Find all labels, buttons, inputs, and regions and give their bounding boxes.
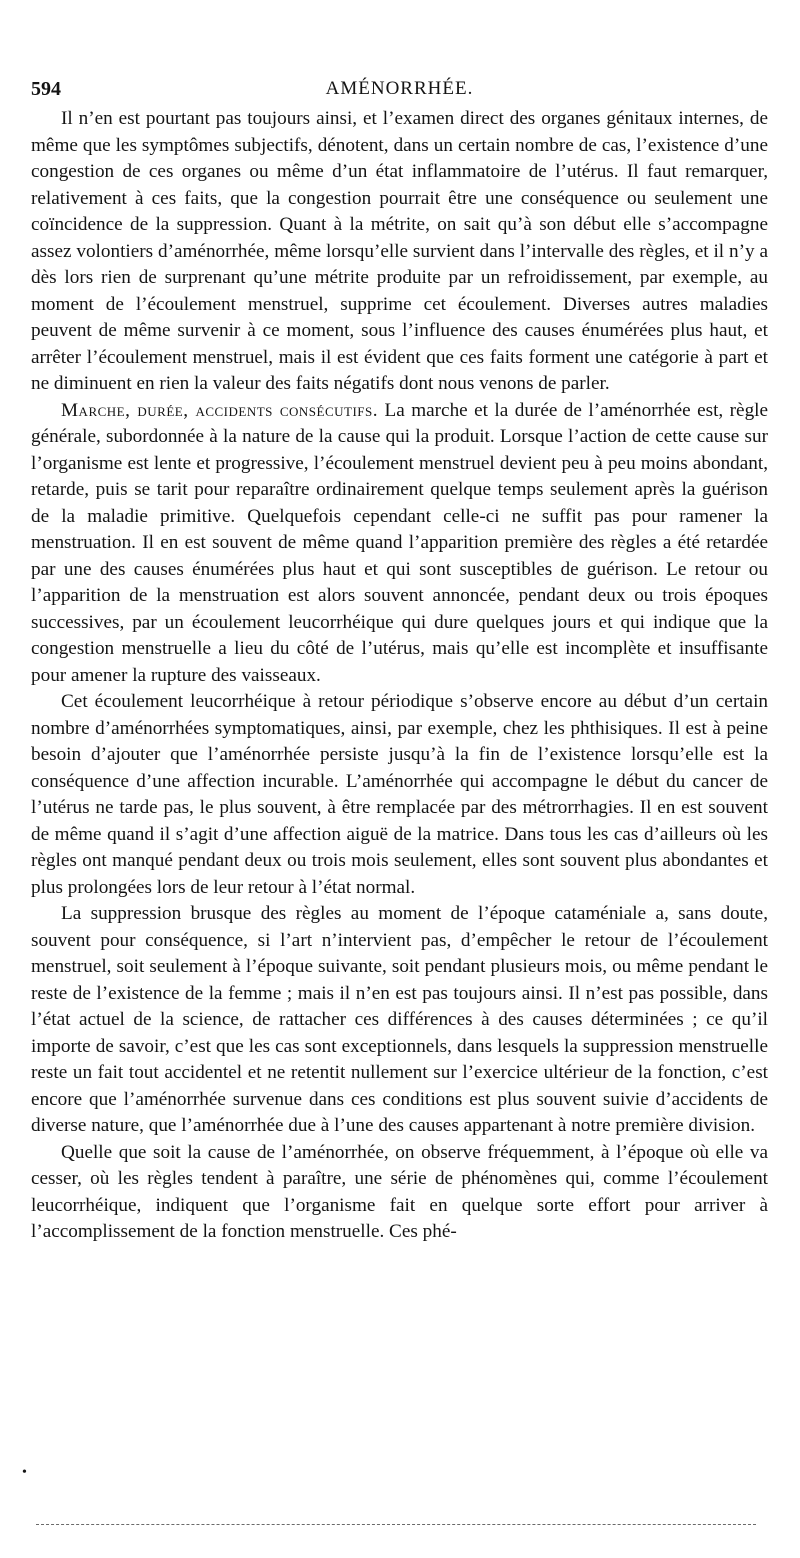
paragraph-body: La marche et la durée de l’aménorrhée est, règle générale, subordonnée à la nature de la cause qui la produit. Lorsque l’action de cette cause sur l’organisme est lente et progressive, l’écoulement menstruel devient peu à peu moins abondant, retarde, puis se tarit pour reparaître ordinairement quelque temps seulement après la guérison de la maladie primitive. Quelquefois cependant celle-ci ne suffit pas pour ramener la menstruation. Il en est souvent de même quand l’apparition première des règles a été retardée par une des causes énumérées plus haut et qui sont susceptibles de guérison. Le retour ou l’apparition de la menstruation est alors souvent annoncée, pendant deux ou trois époques successives, par un écoulement leucorrhéique qui dure quelques jours et qui indique que la congestion menstruelle a lieu du côté de l’utérus, mais qu’elle est incomplète et insuffisante pour amener la rupture des vaisseaux.	[31, 399, 769, 686]
body-text	[31, 106, 768, 1246]
paragraph: Cet écoulement leucorrhéique à retour périodique s’observe encore au début d’un certain nombre d’aménorrhées symptomatiques, ainsi, par exemple, chez les phthisiques. Il est à peine besoin d’ajouter que l’aménorrhée persiste jusqu’à la fin de l’existence lorsqu’elle est la conséquence d’une affection incurable. L’aménorrhée qui accompagne le début du cancer de l’utérus ne tarde pas, le plus souvent, à être remplacée par des métrorrhagies. Il en est souvent de même quand il s’agit d’une affection aiguë de la matrice. Dans tous les cas d’ailleurs où les règles ont manqué pendant deux ou trois mois seulement, elles sont souvent plus abondantes et plus prolongées lors de leur retour à l’état normal.	[31, 691, 768, 898]
page-number: 594	[31, 78, 61, 100]
paragraph-with-heading	[31, 398, 768, 690]
paragraph: La suppression brusque des règles au moment de l’époque cataméniale a, sans doute, souvent pour conséquence, si l’art n’intervient pas, d’empêcher le retour de l’écoulement menstruel, soit seulement à l’époque suivante, soit pendant plusieurs mois, ou même pendant le reste de l’existence de la femme ; mais il n’en est pas toujours ainsi. Il n’est pas possible, dans l’état actuel de la science, de rattacher ces différences à des causes déterminées ; ce qu’il importe de savoir, c’est que les cas sont exceptionnels, dans lesquels la suppression menstruelle reste un fait tout accidentel et ne retentit nullement sur l’exercice ultérieur de la fonction, c’est encore que l’aménorrhée survenue dans ces conditions est plus souvent suivie d’accidents de diverse nature, que l’aménorrhée due à l’une des causes appartenant à notre première division.	[31, 903, 768, 1136]
margin-mark: •	[22, 1465, 27, 1480]
page-header	[31, 74, 768, 104]
paragraph: Il n’en est pourtant pas toujours ainsi, et l’examen direct des organes génitaux internes, de même que les symptômes subjectifs, dénotent, dans un certain nombre de cas, l’existence d’une congestion de ces organes ou même d’un état inflammatoire de l’utérus. Il faut remarquer, relativement à ces faits, que la congestion pourrait être une conséquence ou seulement une coïncidence de la suppression. Quant à la métrite, on sait qu’à son début elle s’accompagne assez volontiers d’aménorrhée, même lorsqu’elle survient dans l’intervalle des règles, et il n’y a dès lors rien de surprenant qu’une métrite produite par un refroidissement, par exemple, au moment de l’écoulement menstruel, supprime cet écoulement. Diverses autres maladies peuvent de même survenir à ce moment, sous l’influence des causes énumérées plus haut, et arrêter l’écoulement menstruel, mais il est évident que ces faits forment une catégorie à part et ne diminuent en rien la valeur des faits négatifs dont nous venons de parler.	[31, 108, 768, 394]
book-page	[31, 74, 768, 1246]
section-heading: Marche, durée, accidents consécutifs.	[61, 399, 379, 421]
running-title: AMÉNORRHÉE.	[325, 78, 474, 99]
footer-rule	[36, 1524, 756, 1525]
paragraph: Quelle que soit la cause de l’aménorrhée, on observe fréquemment, à l’époque où elle va cesser, où les règles tendent à paraître, une série de phénomènes qui, comme l’écoulement leucorrhéique, indiquent que l’organisme fait en quelque sorte effort pour arriver à l’accomplissement de la fonction menstruelle. Ces phé-	[31, 1141, 768, 1242]
